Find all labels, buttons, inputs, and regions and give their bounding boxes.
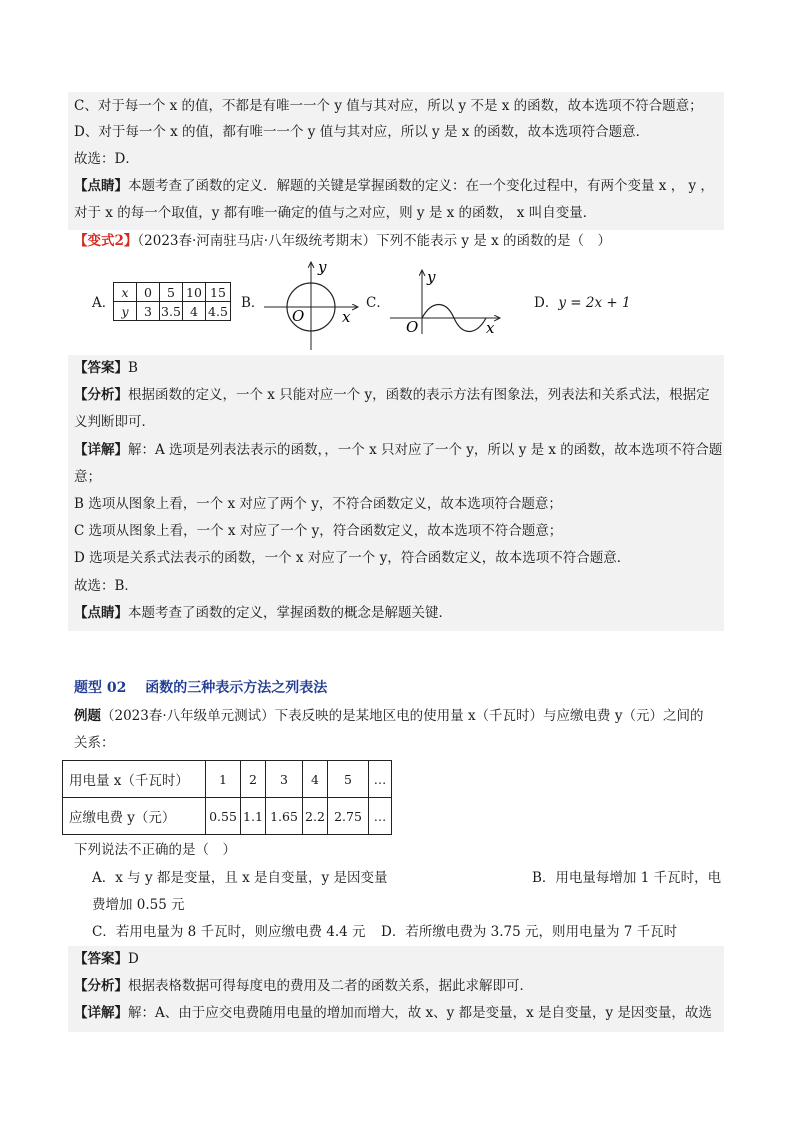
table-cell: 0 xyxy=(137,283,160,302)
example-analysis xyxy=(74,976,533,996)
table-row xyxy=(63,761,392,798)
option-c-label: C． xyxy=(366,295,390,311)
variant-detail-3: B 选项从图象上看，一个 x 对应了两个 y，不符合函数定义，故本选项符合题意； xyxy=(74,496,562,512)
table-cell: 4.5 xyxy=(206,302,231,321)
table-row xyxy=(114,302,231,321)
table-cell: 4 xyxy=(303,761,328,798)
table-cell: … xyxy=(369,761,392,798)
answer-tag: 【答案】 xyxy=(74,360,128,376)
example-detail xyxy=(74,1003,712,1023)
analysis-text-2: 根据表格数据可得每度电的费用及二者的函数关系，据此求解即可． xyxy=(128,978,533,994)
example-opt-b: B．用电量每增加 1 千瓦时，电 xyxy=(532,870,722,886)
example-stem xyxy=(74,706,703,726)
graph-b-origin-label: O xyxy=(292,307,305,325)
example-stem-2: 关系： xyxy=(74,735,115,751)
answer-value-2: D xyxy=(128,951,139,967)
variant-tag: 【变式2】 xyxy=(74,233,138,249)
variant-detail-2: 意； xyxy=(74,469,101,485)
example-answer xyxy=(74,949,139,969)
analysis-text-1: 根据函数的定义，一个 x 只能对应一个 y，函数的表示方法有图象法，列表法和关系式法，根据定 xyxy=(128,387,710,403)
example-tag: 例题 xyxy=(74,708,101,724)
table-cell: 4 xyxy=(183,302,206,321)
graph-b-y-label: y xyxy=(318,258,327,276)
graph-b-x-label: x xyxy=(342,308,351,326)
dianjing-tag-2: 【点睛】 xyxy=(74,605,128,621)
example-question: 下列说法不正确的是（ ） xyxy=(74,842,236,858)
graph-c-y-label: y xyxy=(427,268,436,286)
table-cell: 3 xyxy=(266,761,303,798)
detail-text-1: 解：A 选项是列表法表示的函数，，一个 x 只对应了一个 y，所以 y 是 x 的函数，故本选项不符合题 xyxy=(128,442,723,458)
prev-dianjing-2: 对于 x 的每一个取值，y 都有唯一确定的值与之对应，则 y 是 x 的函数， x 叫自变量． xyxy=(74,205,597,221)
option-b-graph xyxy=(262,258,362,352)
example-opt-d: D．若所缴电费为 3.75 元，则用电量为 7 千瓦时 xyxy=(381,924,678,940)
analysis-tag: 【分析】 xyxy=(74,387,128,403)
option-c-graph xyxy=(388,266,504,336)
table-cell: 1 xyxy=(206,761,241,798)
table-cell: 15 xyxy=(206,283,231,302)
dianjing-text-1: 本题考查了函数的定义．解题的关键是掌握函数的定义：在一个变化过程中，有两个变量 x ， y ， xyxy=(128,178,714,194)
detail-tag: 【详解】 xyxy=(74,442,128,458)
table-cell: 1.1 xyxy=(241,798,266,835)
option-a-table xyxy=(113,282,231,321)
example-opt-b-2: 费增加 0.55 元 xyxy=(92,897,185,913)
variant-analysis-2: 义判断即可． xyxy=(74,414,155,430)
table-cell: y xyxy=(114,302,137,321)
table-cell: 10 xyxy=(183,283,206,302)
variant-dianjing xyxy=(74,603,452,623)
table-cell: … xyxy=(369,798,392,835)
prev-line-c: C、对于每一个 x 的值，不都是有唯一一个 y 值与其对应，所以 y 不是 x 的函数，故本选项不符合题意； xyxy=(74,98,703,114)
option-b-label: B． xyxy=(241,295,265,311)
table-cell: x xyxy=(114,283,137,302)
detail-tag-2: 【详解】 xyxy=(74,1005,128,1021)
prev-line-d: D、对于每一个 x 的值，都有唯一一个 y 值与其对应，所以 y 是 x 的函数，故本选项符合题意． xyxy=(74,124,650,140)
table-cell: 3.5 xyxy=(161,303,181,319)
table-cell: 用电量 x（千瓦时） xyxy=(63,761,206,798)
variant-detail-4: C 选项从图象上看，一个 x 对应了一个 y，符合函数定义，故本选项不符合题意； xyxy=(74,523,563,539)
variant-detail-5: D 选项是关系式法表示的函数，一个 x 对应了一个 y，符合函数定义，故本选项不符合题意． xyxy=(74,550,631,566)
option-d-label: D． xyxy=(534,295,559,311)
table-row xyxy=(63,798,392,835)
table-row xyxy=(114,283,231,302)
option-d-formula: y = 2x + 1 xyxy=(558,295,631,311)
table-cell: 5 xyxy=(328,761,369,798)
option-a-label: A． xyxy=(92,295,116,311)
table-cell: 1.65 xyxy=(266,798,303,835)
detail-text-2: 解：A、由于应交电费随用电量的增加而增大，故 x、y 都是变量，x 是自变量，y 是因变量，故选 xyxy=(128,1005,712,1021)
answer-tag-2: 【答案】 xyxy=(74,951,128,967)
variant-choice: 故选：B． xyxy=(74,578,138,594)
option-d xyxy=(534,293,631,313)
example-table xyxy=(62,760,392,835)
section-title: 题型 02 函数的三种表示方法之列表法 xyxy=(74,680,328,696)
variant-detail xyxy=(74,440,722,460)
prev-choice: 故选：D． xyxy=(74,151,139,167)
dianjing-tag: 【点睛】 xyxy=(74,178,128,194)
table-cell: 2.2 xyxy=(303,798,328,835)
dianjing-text: 本题考查了函数的定义，掌握函数的概念是解题关键． xyxy=(128,605,452,621)
table-cell: 0.55 xyxy=(206,798,241,835)
analysis-tag-2: 【分析】 xyxy=(74,978,128,994)
table-cell: 5 xyxy=(160,283,183,302)
example-stem-text: （2023春·八年级单元测试）下表反映的是某地区电的使用量 x（千瓦时）与应缴电费 y（元）之间的 xyxy=(101,708,704,724)
variant-stem-text: （2023春·河南驻马店·八年级统考期末）下列不能表示 y 是 x 的函数的是（ ） xyxy=(137,233,611,249)
example-opt-c: C．若用电量为 8 千瓦时，则应缴电费 4.4 元 xyxy=(92,924,366,940)
table-cell: 2.75 xyxy=(328,798,369,835)
prev-dianjing xyxy=(74,176,714,196)
table-cell: 应缴电费 y（元） xyxy=(63,798,206,835)
variant-answer xyxy=(74,358,138,378)
example-opt-a: A．x 与 y 都是变量，且 x 是自变量，y 是因变量 xyxy=(92,870,388,886)
table-cell: 3 xyxy=(137,302,160,321)
variant-stem xyxy=(74,231,611,251)
table-cell: 2 xyxy=(241,761,266,798)
graph-c-origin-label: O xyxy=(406,318,419,336)
variant-analysis xyxy=(74,385,710,405)
answer-value: B xyxy=(128,360,138,376)
graph-c-x-label: x xyxy=(486,319,495,336)
